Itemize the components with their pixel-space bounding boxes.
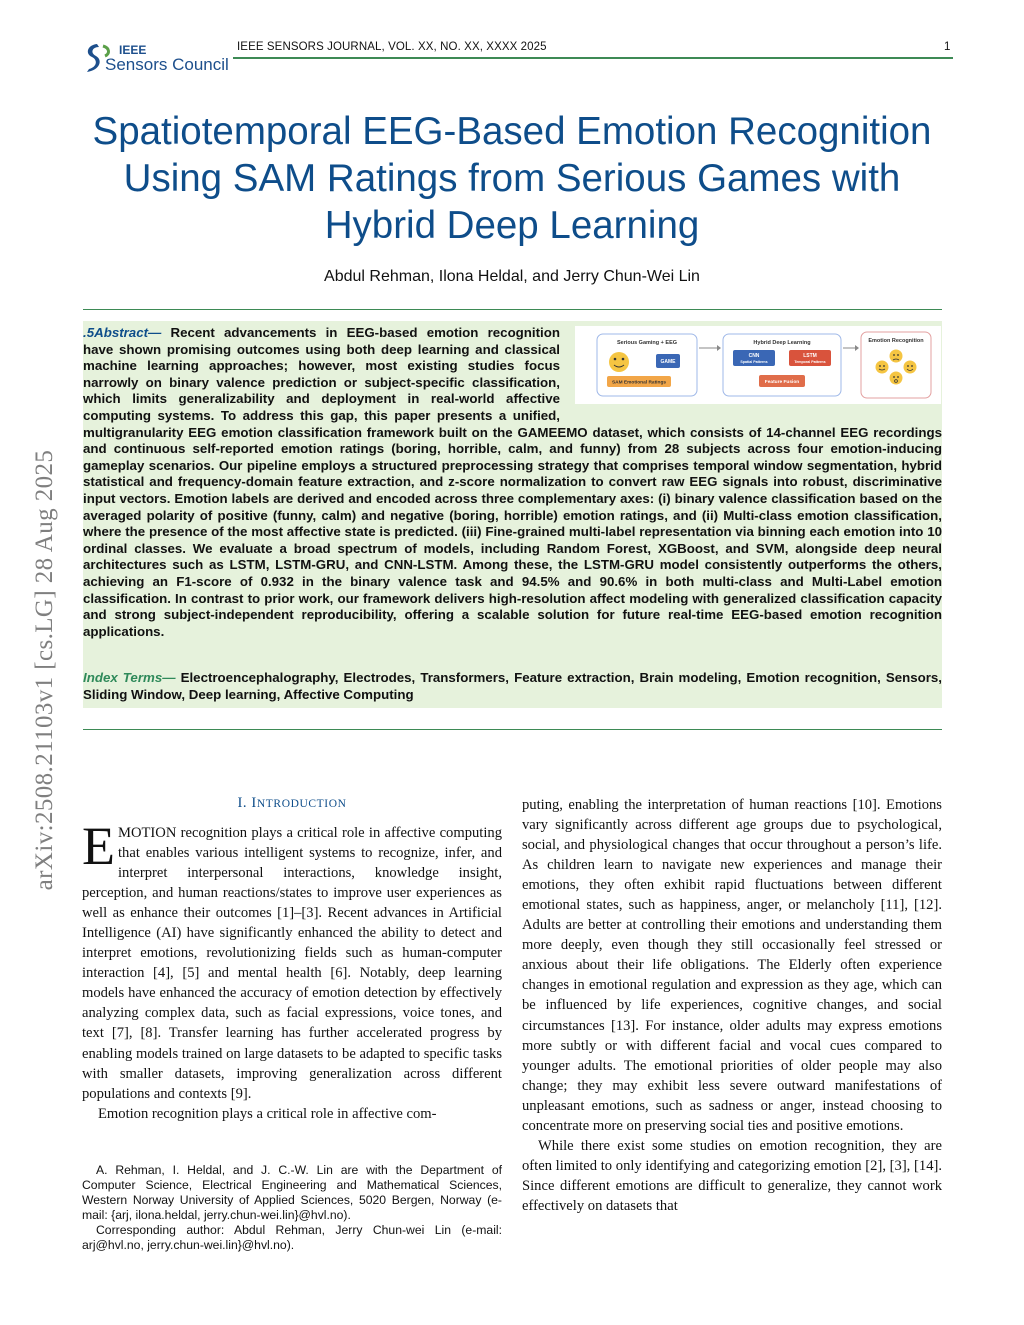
author-footnote [82,1163,502,1254]
panel2-lstm-sub: Temporal Patterns [794,360,826,364]
page-number: 1 [944,41,951,53]
section-numeral: I. [237,795,252,811]
abstract-bottom-rule [83,729,942,730]
index-terms-text: Electroencephalography, Electrodes, Transformers, Feature extraction, Brain modeling, Emotion recognition, Sensors, Sliding Window, Deep learning, Affective Computing [83,670,943,702]
abstract-top-rule [83,309,942,310]
paper-authors: Abdul Rehman, Ilona Heldal, and Jerry Chun-Wei Lin [324,268,700,285]
intro-paragraph-3: While there exist some studies on emotion recognition, they are often limited to only identifying and categorizing emotion [2], [3], [14]. Since different emotions are difficult to generalize, they cannot work effectively on datasets that [522,1137,942,1214]
section-heading-introduction [82,795,502,812]
arxiv-stamp-text: arXiv:2508.21103v1 [cs.LG] 28 Aug 2025 [31,449,58,891]
footnote-corresponding: Corresponding author: Abdul Rehman, Jerry Chun-wei Lin (e-mail: arj@hvl.no, jerry.chun-wei.lin}@hvl.no). [82,1223,502,1253]
emotion-face-angry-icon [890,350,903,363]
panel2-lstm: LSTM [803,353,817,359]
graphical-abstract-svg [575,326,941,404]
right-column [522,795,942,1216]
logo-line1: IEEE [119,43,147,57]
panel2-fusion: Feature Fusion [764,380,800,385]
index-terms [83,670,942,703]
journal-header: IEEE SENSORS JOURNAL, VOL. XX, NO. XX, XXXX 2025 [237,41,547,53]
intro-paragraph-2-cont: puting, enabling the interpretation of human reactions [10]. Emotions vary significantly across different age groups due to psychological, social, and physiological changes that occur throughout a person’s life. As children learn to navigate new experiences and manage their emotions, they often exhibit rapid fluctuations between different emotional states, such as happiness, anger, or melancholy [11], [12]. Adults are better at controlling their emotions and understanding them more deeply, even though they still occasionally feel stressed or anxious about their life obligations. The Elderly often experience changes in emotional regulation and expression as they age, which can be influenced by life experiences, cognitive changes, and social circumstances [13]. For instance, older adults may express emotions more subtly or with different facial and vocal cues compared to younger adults. The emotional priorities of older people may also change; they may exhibit less severe outward manifestations of unpleasant emotions, such as sadness or anger, instead choosing to concentrate more on preserving social ties and positive emotions. [522,797,942,1134]
smiley-face-icon [609,352,629,372]
abstract-lead: .5Abstract— [83,325,162,340]
header-rule [233,57,953,59]
ieee-sensors-council-logo [83,40,228,74]
abstract [83,325,942,640]
paper-title: Spatiotemporal EEG-Based Emotion Recognition Using SAM Ratings from Serious Games with Hybrid Deep Learning [92,110,932,247]
panel1-title: Serious Gaming + EEG [616,340,678,346]
panel3-title: Emotion Recognition [868,338,924,344]
section-head-first: I [251,795,257,811]
panel1-ratings: SAM Emotional Ratings [611,380,667,386]
intro-paragraph-1 [82,816,502,1104]
section-head-rest: NTRODUCTION [256,798,347,810]
index-terms-lead: Index Terms— [83,670,176,685]
logo-line2: Sensors Council [105,55,228,74]
graphical-abstract-figure [574,325,942,405]
intro-paragraph-1-text: MOTION recognition plays a critical role in affective computing that enables various intelligent systems to recognize, infer, and interpret interpersonal interactions, knowledge insight, perception, and human reactions/states to improve user experiences as well as enhance their outcomes [1]–[3]. Recent advances in Artificial Intelligence (AI) have significantly enhanced the ability to detect and interpret emotions, revolutionizing fields such as human-computer interaction [4], [5] and mental health [6]. Notably, deep learning models have enhanced the accuracy of emotion detection by effectively analyzing complex data, such as facial expressions, voice tones, and text [7], [8]. Transfer learning has further accelerated progress by enabling models trained on large datasets to be adapted to specific tasks with smaller datasets, improving generalization across different populations and contexts [9]. [82,825,502,1102]
emotion-face-funny-icon [904,361,917,374]
drop-cap: E [82,816,115,876]
panel2-cnn: CNN [748,353,760,359]
left-column [82,816,502,1124]
panel2-cnn-sub: Spatial Patterns [740,360,768,364]
footnote-affiliation: A. Rehman, I. Heldal, and J. C.-W. Lin are with the Department of Computer Science, Electrical Engineering and Mathematical Sciences, Western Norway University of Applied Sciences, 5020 Bergen, Norway (e-mail: {arj, ilona.heldal, jerry.chun-wei.lin}@hvl.no). [82,1163,502,1223]
panel1-game: GAME [660,359,676,365]
logo-mark-icon [83,40,228,74]
panel2-title: Hybrid Deep Learning [753,340,811,346]
abstract-text: Recent advancements in EEG-based emotion recognition have shown promising outcomes using both deep learning and classical machine learning approaches; however, most existing studies focus narrowly on binary valence prediction or subject-specific classification, which limits generalizability and deployment in real-world affective computing systems. To address this gap, this paper presents a unified, multigranularity EEG emotion classification framework built on the GAMEEMO dataset, which consists of 14-channel EEG recordings and continuous self-reported emotion ratings (boring, horrible, calm, and funny) from 28 subjects across four emotion-inducing gameplay scenarios. Our pipeline employs a structured preprocessing strategy that comprises temporal window segmentation, hybrid statistical and frequency-domain feature extraction, and z-score normalization to convert raw EEG signals into robust, discriminative input vectors. Emotion labels are derived and encoded across three complementary axes: (i) binary valence classification based on the averaged polarity of positive (funny, calm) and negative (boring, horrible) emotion ratings, and (ii) Multi-class emotion classification, where the presence of the most affective state is predicted. (iii) Fine-grained multi-label representation via binning each emotion into 10 ordinal classes. We evaluate a broad spectrum of models, including Random Forest, XGBoost, and SVM, alongside deep neural architectures such as LSTM, LSTM-GRU, and CNN-LSTM. Among these, the LSTM-GRU model consistently outperforms the others, achieving an F1-score of 0.932 in the binary valence task and 94.5% and 90.6% in both multi-class and Multi-Label emotion classification. In contrast to prior work, our framework delivers high-resolution affect modeling with generalized classification capacity and strong subject-independent reproducibility, offering a scalable solution for future real-time EEG-based emotion recognition applications. [83,325,942,639]
arxiv-stamp [20,370,70,970]
intro-paragraph-2: Emotion recognition plays a critical role in affective com- [98,1105,437,1122]
emotion-face-calm-icon [876,361,889,374]
